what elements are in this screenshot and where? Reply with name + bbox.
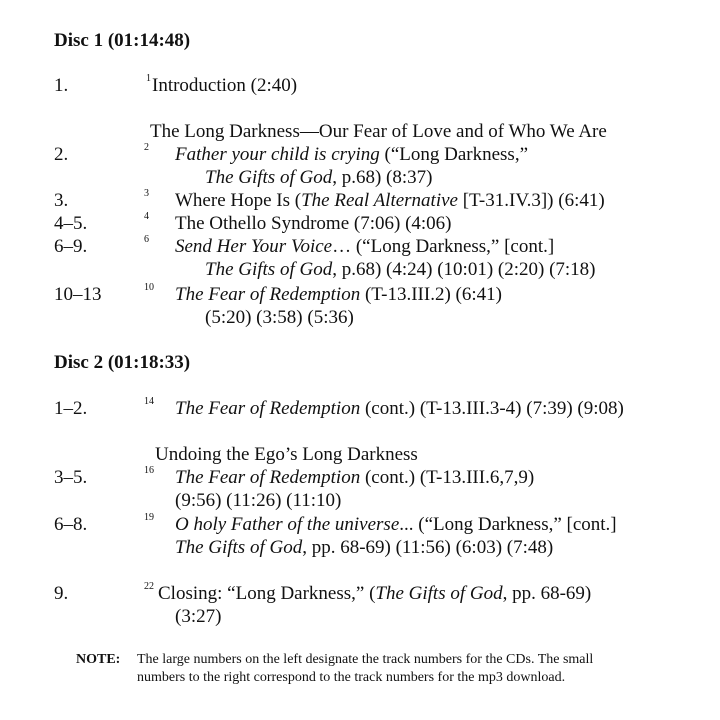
disc2-track2-times: (9:56) (11:26) (11:10) <box>175 490 342 511</box>
disc2-track4-title: Closing: “Long Darkness,” ( <box>158 583 376 604</box>
disc2-track2-number: 3–5. <box>54 467 88 488</box>
disc1-track3-source: The Real Alternative <box>301 190 458 211</box>
disc1-track3-number: 3. <box>54 190 69 211</box>
disc1-track5-book: The Gifts of God <box>205 259 333 280</box>
disc2-track1-line <box>175 398 624 420</box>
disc2-track3-number: 6–8. <box>54 514 88 535</box>
disc1-track2-mp3: 2 <box>144 142 149 153</box>
disc1-track6-times: (5:20) (3:58) (5:36) <box>205 307 354 328</box>
disc1-track1-mp3: 1 <box>146 73 151 84</box>
disc2-track1-times: (cont.) (T-13.III.3-4) (7:39) (9:08) <box>360 398 624 419</box>
disc1-track6-mp3: 10 <box>144 282 154 293</box>
disc1-track2-line1 <box>175 144 528 166</box>
disc1-track4-mp3: 4 <box>144 211 149 222</box>
note-line1: The large numbers on the left designate the track numbers for the CDs. The small <box>137 652 594 667</box>
disc2-track3-line1 <box>175 514 617 536</box>
disc2-track4-book: The Gifts of God <box>375 583 503 604</box>
disc2-track3-source: ... (“Long Darkness,” [cont.] <box>399 514 617 535</box>
disc1-track6-number: 10–13 <box>54 284 102 305</box>
disc2-track1-title: The Fear of Redemption <box>175 398 361 419</box>
disc2-track4-times: (3:27) <box>175 606 222 627</box>
disc1-track4-number: 4–5. <box>54 213 88 234</box>
disc2-track1-number: 1–2. <box>54 398 88 419</box>
disc1-track2-times: , p.68) (8:37) <box>332 167 433 188</box>
disc1-heading: Disc 1 (01:14:48) <box>54 30 191 51</box>
note-line2: numbers to the right correspond to the track numbers for the mp3 download. <box>137 670 566 685</box>
disc2-track4-number: 9. <box>54 583 69 604</box>
disc1-track3-times: [T-31.IV.3]) (6:41) <box>457 190 605 211</box>
disc1-track6-title: The Fear of Redemption <box>175 284 361 305</box>
disc2-section-title: Undoing the Ego’s Long Darkness <box>155 444 418 465</box>
note-label: NOTE: <box>76 652 121 667</box>
disc1-track5-times: , p.68) (4:24) (10:01) (2:20) (7:18) <box>332 259 596 280</box>
disc1-track1-number: 1. <box>54 75 69 96</box>
disc2-track2-ref: (cont.) (T-13.III.6,7,9) <box>360 467 535 488</box>
disc2-track3-title: O holy Father of the universe <box>175 514 400 535</box>
disc2-track2-line1 <box>175 467 534 489</box>
disc2-heading: Disc 2 (01:18:33) <box>54 352 191 373</box>
disc1-track2-title: Father your child is crying <box>175 144 380 165</box>
disc1-track4-title: The Othello Syndrome (7:06) (4:06) <box>175 213 452 234</box>
disc1-track2-line2 <box>205 167 432 189</box>
disc2-track2-title: The Fear of Redemption <box>175 467 361 488</box>
disc1-track2-source: (“Long Darkness,” <box>379 144 529 165</box>
disc1-track5-line2 <box>205 259 596 281</box>
disc1-track5-title: Send Her Your Voice <box>175 236 333 257</box>
disc1-track5-number: 6–9. <box>54 236 88 257</box>
disc2-track4-pages: , pp. 68-69) <box>502 583 592 604</box>
disc1-section-title: The Long Darkness—Our Fear of Love and of Who We Are <box>150 121 607 142</box>
disc2-track4-line1 <box>158 583 591 605</box>
disc1-track5-line1 <box>175 236 554 258</box>
disc1-track2-book: The Gifts of God <box>205 167 333 188</box>
disc2-track3-mp3: 19 <box>144 512 154 523</box>
disc1-track3-mp3: 3 <box>144 188 149 199</box>
disc1-track5-mp3: 6 <box>144 234 149 245</box>
disc2-track3-line2 <box>175 537 553 559</box>
disc2-track2-mp3: 16 <box>144 465 154 476</box>
disc1-track1-title: Introduction (2:40) <box>152 75 298 96</box>
disc2-track4-mp3: 22 <box>144 581 154 592</box>
disc2-track3-book: The Gifts of God <box>175 537 303 558</box>
disc1-track5-source: … (“Long Darkness,” [cont.] <box>332 236 555 257</box>
disc1-track3-title: Where Hope Is ( <box>175 190 302 211</box>
disc1-track6-ref: (T-13.III.2) (6:41) <box>360 284 502 305</box>
disc1-track6-line1 <box>175 284 502 306</box>
disc2-track3-times: , pp. 68-69) (11:56) (6:03) (7:48) <box>302 537 554 558</box>
disc2-track1-mp3: 14 <box>144 396 154 407</box>
disc1-track2-number: 2. <box>54 144 69 165</box>
disc1-track3-line <box>175 190 605 212</box>
